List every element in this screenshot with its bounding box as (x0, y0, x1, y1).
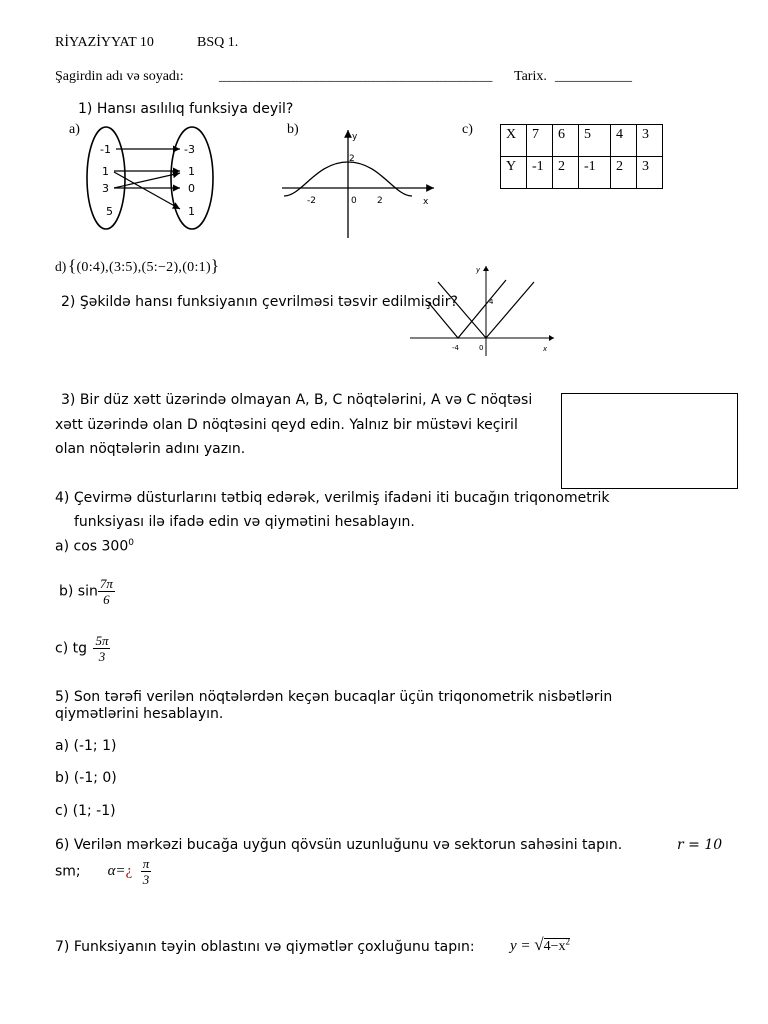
x-tick-label: -2 (307, 196, 316, 206)
question-3-line-1: 3) Bir düz xətt üzərində olmayan A, B, C nöqtələrini, A və C nöqtəsi (61, 392, 533, 408)
student-name-blank[interactable]: ______________________________________ (219, 69, 493, 84)
option-b-label: b) (287, 122, 299, 137)
radius-value: r = 10 (677, 837, 723, 853)
question-4-line-1: 4) Çevirmə düsturlarını tətbiq edərək, verilmiş ifadəni iti bucağın triqonometrik (55, 490, 610, 506)
option-d-label: d) (55, 259, 67, 274)
question-4c-text: c) tg (55, 640, 87, 657)
table-cell: 3 (637, 157, 663, 189)
question-5b: b) (-1; 0) (55, 770, 117, 786)
question-4b (59, 576, 115, 607)
question-4a (55, 538, 134, 555)
question-3-line-2: xətt üzərində olan D nöqtəsini qeyd edin. Yalnız bir müstəvi keçiril (55, 417, 518, 433)
x-tick-label: 2 (377, 196, 383, 206)
table-cell: -1 (527, 157, 553, 189)
domain-value: -1 (100, 143, 111, 156)
table-cell: 5 (579, 125, 611, 157)
student-name-label: Şagirdin adı və soyadı: (55, 69, 184, 84)
table-row (501, 125, 663, 157)
domain-value: 5 (106, 205, 113, 218)
y-tick-label: 2 (349, 154, 355, 164)
fraction: $\frac{\pi}{3}$ (142, 856, 150, 887)
question-7-text: 7) Funksiyanın təyin oblastını və qiymətlər çoxluğunu tapın: (55, 939, 475, 955)
question-3-line-3: olan nöqtələrin adını yazın. (55, 441, 246, 457)
question-4-line-2: funksiyası ilə ifadə edin və qiymətini hesablayın. (74, 514, 415, 530)
fraction: $\frac{5\pi}{3}$ (95, 633, 109, 664)
y-label: y (352, 132, 358, 142)
radicand: $4-x^2$ (543, 936, 571, 954)
origin-label: 0 (479, 344, 484, 352)
option-d-set: {(0:4),(3:5),(5:−2),(0:1)} (68, 256, 220, 275)
alpha-symbol: α= (107, 863, 126, 879)
date-label: Tarix. (514, 69, 547, 84)
v-shape-graph (408, 262, 558, 358)
range-value: -3 (184, 143, 195, 156)
date-blank[interactable]: ___________ (555, 69, 632, 84)
x-tick-label: -4 (452, 344, 459, 352)
domain-value: 3 (102, 182, 109, 195)
question-6-text: 6) Verilən mərkəzi bucağa uyğun qövsün uzunluğunu və sektorun sahəsini tapın. (55, 837, 623, 853)
question-1-text: 1) Hansı asılılıq funksiya deyil? (78, 101, 294, 117)
option-d-pairs: (0:4),(3:5),(5:−2),(0:1) (76, 260, 211, 275)
x-label: x (543, 345, 548, 353)
test-title: BSQ 1. (197, 35, 239, 50)
subject-title: RİYAZİYYAT 10 (55, 35, 154, 50)
table-cell: 2 (611, 157, 637, 189)
table-cell: 4 (611, 125, 637, 157)
x-label: x (423, 197, 429, 207)
answer-box[interactable] (561, 393, 738, 489)
option-c-label: c) (462, 122, 473, 137)
degree-sup: 0 (128, 538, 134, 548)
question-5c: c) (1; -1) (55, 803, 116, 819)
question-4b-text: b) sin (59, 583, 98, 600)
domain-value: 1 (102, 165, 109, 178)
table-cell: 6 (553, 125, 579, 157)
fraction: $\frac{7\pi}{6}$ (99, 576, 113, 607)
y-tick-label: 4 (489, 298, 494, 306)
table-row (501, 157, 663, 189)
question-7-formula: $y = √4-x^2$ (510, 935, 571, 954)
question-2-text: 2) Şəkildə hansı funksiyanın çevrilməsi təsvir edilmişdir? (61, 294, 458, 310)
table-cell: Y (501, 157, 527, 189)
arrow (114, 173, 180, 188)
range-value: 0 (188, 182, 195, 195)
bell-curve-graph (280, 126, 440, 240)
origin-label: 0 (351, 196, 357, 206)
table-cell: 2 (553, 157, 579, 189)
table-cell: 7 (527, 125, 553, 157)
range-value: 1 (188, 165, 195, 178)
question-5a: a) (-1; 1) (55, 738, 117, 754)
broken-glyph: ¿ (125, 863, 133, 879)
xy-table (500, 124, 663, 189)
question-4c (55, 633, 110, 664)
question-4a-text: a) cos 300 (55, 538, 129, 555)
table-cell: X (501, 125, 527, 157)
range-value: 1 (188, 205, 195, 218)
unit-text: sm; (55, 863, 81, 880)
question-6-angle (55, 856, 151, 887)
option-a-label: a) (69, 122, 80, 137)
y-equals: y = (510, 938, 531, 954)
table-cell: 3 (637, 125, 663, 157)
question-5-line-2: qiymətlərini hesablayın. (55, 706, 224, 722)
y-label: y (476, 266, 481, 274)
mapping-diagram (84, 124, 222, 234)
question-5-line-1: 5) Son tərəfi verilən nöqtələrdən keçən bucaqlar üçün triqonometrik nisbətlərin (55, 689, 613, 705)
table-cell: -1 (579, 157, 611, 189)
